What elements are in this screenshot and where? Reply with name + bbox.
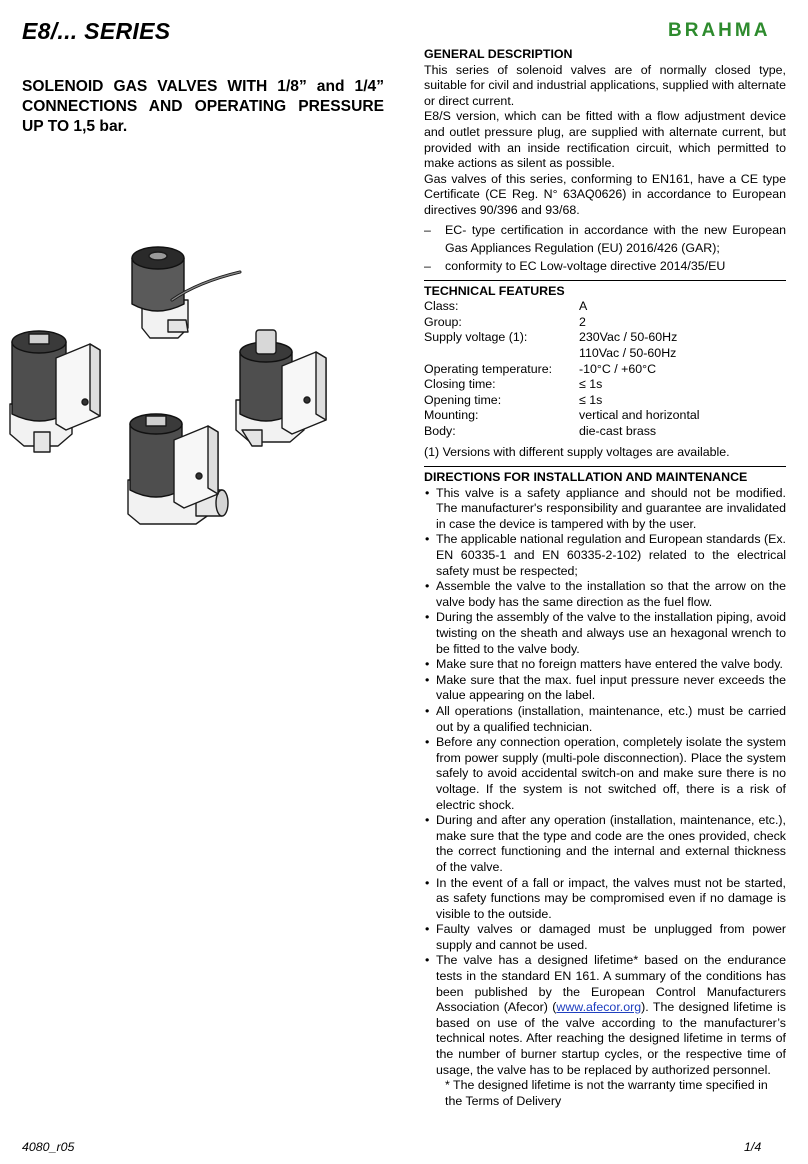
feature-label: Group: <box>424 314 462 329</box>
directions-list <box>424 486 786 1079</box>
afecor-link[interactable]: www.afecor.org <box>556 1000 642 1015</box>
list-item: • The applicable national regulation and European standards (Ex. EN 60335-1 and EN 60335-2-102) related to the electrical safety must be respected; <box>424 532 786 579</box>
list-item: • This valve is a safety appliance and should not be modified. The manufacturer's responsibility and guarantee are invalidated in case the device is tampered with by the user. <box>424 486 786 533</box>
supply-voltage-note: (1) Versions with different supply voltages are available. <box>424 445 730 460</box>
technical-features-section <box>424 284 786 462</box>
technical-features-heading: TECHNICAL FEATURES <box>424 283 565 298</box>
list-item: – conformity to EC Low-voltage directive 2014/35/EU <box>424 257 786 275</box>
list-item: • Assemble the valve to the installation so that the arrow on the valve body has the same direction as the fuel flow. <box>424 579 786 610</box>
valve-left-icon <box>10 331 100 452</box>
lifetime-text-end: ). The designed lifetime is based on use of the valve according to the manufacturer’s technical notes. After reaching the designed lifetime in terms of the number of burner startup cycles, or the respective time of usage, the valve has to be replaced by authorized personnel. <box>436 1000 786 1077</box>
technical-features-table <box>424 299 786 439</box>
directions-heading: DIRECTIONS FOR INSTALLATION AND MAINTENANCE <box>424 470 748 485</box>
feature-label: Opening time: <box>424 392 502 407</box>
section-divider <box>424 280 786 281</box>
feature-label: Mounting: <box>424 408 479 423</box>
list-item: • During and after any operation (installation, maintenance, etc.), make sure that the type and code are the ones provided, check the correct functioning and the internal and external thickness of the valve. <box>424 813 786 875</box>
feature-value: -10°C / +60°C <box>579 361 657 376</box>
list-item: – EC- type certification in accordance with the new European Gas Appliances Regulation (EU) 2016/426 (GAR); <box>424 221 786 257</box>
list-item: • During the assembly of the valve to the installation piping, avoid twisting on the sheath and always use an hexagonal wrench to be fitted to the valve body. <box>424 610 786 657</box>
feature-label: Class: <box>424 299 459 314</box>
valve-with-cable-icon <box>132 247 240 338</box>
feature-label: Supply voltage (1): <box>424 330 528 345</box>
list-item: • Before any connection operation, completely isolate the system from power supply (multi-pole disconnection). Place the system safely to avoid accidental switch-on and make sure there is no voltage. If the system is not switched off, there is a risk of electric shock. <box>424 735 786 813</box>
brahma-logo-icon <box>668 18 786 40</box>
product-heading: SOLENOID GAS VALVES WITH 1/8” and 1/4” CONNECTIONS AND OPERATING PRESSURE UP TO 1,5 bar. <box>22 78 384 135</box>
feature-label: Body: <box>424 423 456 438</box>
feature-label: Closing time: <box>424 377 496 392</box>
feature-value: vertical and horizontal <box>579 408 700 423</box>
feature-value: ≤ 1s <box>579 392 603 407</box>
general-description-section <box>424 47 786 275</box>
general-description-paragraph-2: E8/S version, which can be fitted with a flow adjustment device and outlet pressure plug, are supplied with alternate current, but provided with an inside rectification circuit, which permitted to make actions as silent as possible. <box>424 109 786 171</box>
feature-value: A <box>579 299 588 314</box>
brand-logo <box>668 18 786 40</box>
feature-value: 230Vac / 50-60Hz <box>579 330 678 345</box>
feature-value: 110Vac / 50-60Hz <box>579 345 677 360</box>
general-description-heading: GENERAL DESCRIPTION <box>424 47 573 61</box>
feature-value: 2 <box>579 314 586 329</box>
lifetime-footnote: * The designed lifetime is not the warranty time specified in the Terms of Delivery <box>445 1078 768 1108</box>
directions-section <box>424 470 786 1109</box>
list-item: • Faulty valves or damaged must be unplugged from power supply and cannot be used. <box>424 922 786 953</box>
right-column <box>424 47 786 1109</box>
feature-value: ≤ 1s <box>579 377 603 392</box>
certification-list <box>424 221 786 275</box>
valve-bottom-icon <box>128 414 228 524</box>
general-description-paragraph-3: Gas valves of this series, conforming to EN161, have a CE type Certificate (CE Reg. N° 63AQ0626) in accordance to European directives 90/396 and 93/68. <box>424 171 786 217</box>
valve-product-illustration <box>0 224 380 554</box>
feature-label: Operating temperature: <box>424 361 553 376</box>
valve-right-icon <box>236 330 326 446</box>
document-code: 4080_r05 <box>22 1140 75 1154</box>
list-item: • In the event of a fall or impact, the valves must not be started, as safety functions may be compromised even if no damage is visible to the outside. <box>424 876 786 923</box>
brand-wordmark: BRAHMA <box>668 20 771 40</box>
list-item: • Make sure that the max. fuel input pressure never exceeds the value appearing on the label. <box>424 673 786 704</box>
lifetime-text-start: The valve has a designed lifetime* based on the endurance tests in the standard EN 161. A summary of the conditions has been published by the European Control Manufacturers Association (Afecor) ( <box>436 953 786 1015</box>
list-item: • Make sure that no foreign matters have entered the valve body. <box>424 657 786 673</box>
general-description-paragraph-1: This series of solenoid valves are of normally closed type, suitable for civil and industrial applications, supplied with alternate or direct current. <box>424 62 786 108</box>
list-item: • All operations (installation, maintenance, etc.) must be carried out by a qualified technician. <box>424 704 786 735</box>
page-number: 1/4 <box>744 1140 762 1154</box>
list-item-lifetime <box>424 953 786 1078</box>
feature-value: die-cast brass <box>579 423 657 438</box>
series-title: E8/... SERIES <box>22 18 171 44</box>
section-divider <box>424 466 786 467</box>
